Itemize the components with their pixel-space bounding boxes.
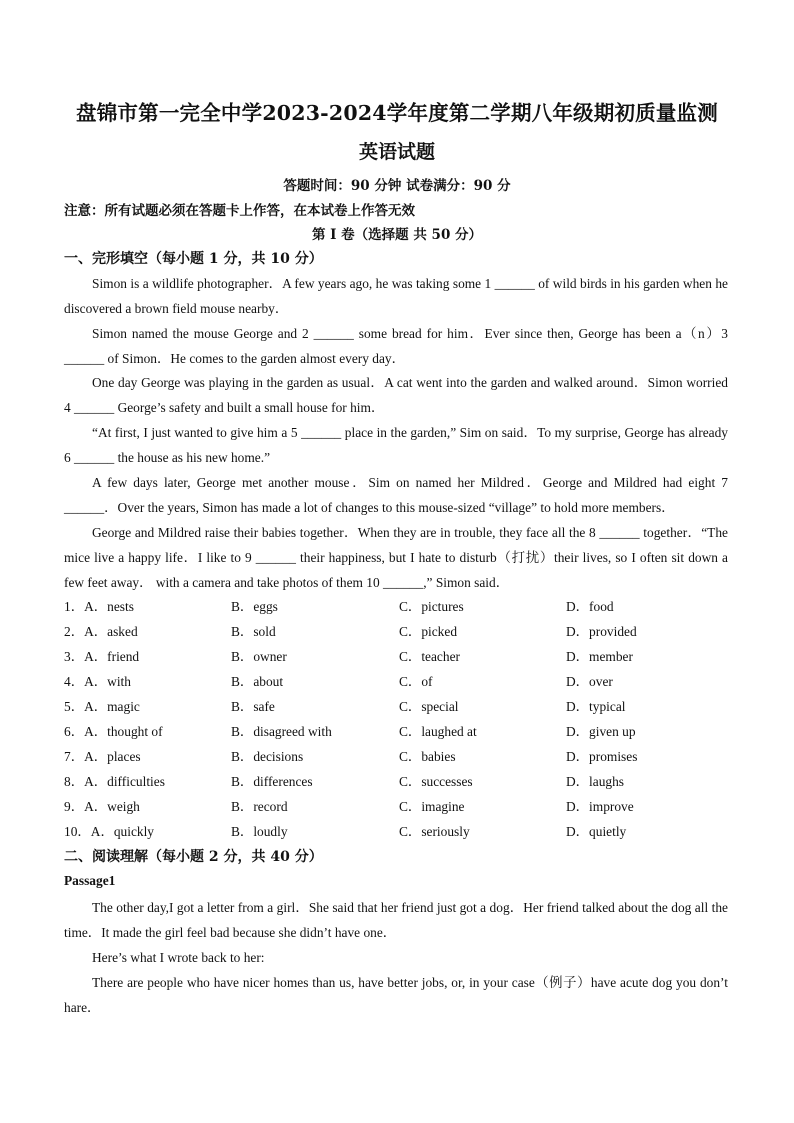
question-row <box>64 796 744 821</box>
question-row <box>64 621 744 646</box>
section-cloze-heading: 一、完形填空（每小题 1 分，共 10 分） <box>64 251 323 267</box>
question-row <box>64 821 744 846</box>
cloze-paragraph: A few days later, George met another mouse．Sim on named her Mildred．George and Mildred had eight 7 ______．Over the years, Simon has made a lot of changes to this mouse-sized “village” to hold more members． <box>64 475 728 515</box>
option-d: D．provided <box>566 624 637 639</box>
option-b: B．owner <box>231 649 287 664</box>
option-c: C．picked <box>399 624 458 639</box>
option-b: B．record <box>231 799 288 814</box>
question-row <box>64 721 744 746</box>
option-d: D．given up <box>566 724 636 739</box>
exam-subtitle: 英语试题 <box>358 141 435 163</box>
option-b: B．safe <box>231 699 275 714</box>
cloze-paragraph: “At first, I just wanted to give him a 5 ______ place in the garden,” Sim on said．To my surprise, George has already 6 ______ the house as his new home.” <box>64 425 728 465</box>
option-d: D．member <box>566 649 633 664</box>
option-a: 10．A．quickly <box>64 824 155 839</box>
option-c: C．babies <box>399 749 456 764</box>
option-c: C．imagine <box>399 799 465 814</box>
option-c: C．of <box>399 674 433 689</box>
option-b: B．loudly <box>231 824 288 839</box>
passage-label: Passage1 <box>64 873 116 888</box>
option-d: D．typical <box>566 699 626 714</box>
question-row <box>64 696 744 721</box>
option-c: C．successes <box>399 774 473 789</box>
option-b: B．sold <box>231 624 276 639</box>
question-row <box>64 596 744 621</box>
option-a: 9．A．weigh <box>64 799 140 814</box>
option-a: 5．A．magic <box>64 699 140 714</box>
option-c: C．laughed at <box>399 724 477 739</box>
option-d: D．laughs <box>566 774 625 789</box>
option-c: C．pictures <box>399 599 464 614</box>
option-d: D．food <box>566 599 614 614</box>
option-b: B．disagreed with <box>231 724 332 739</box>
option-a: 6．A．thought of <box>64 724 163 739</box>
option-c: C．seriously <box>399 824 470 839</box>
option-c: C．teacher <box>399 649 460 664</box>
option-d: D．quietly <box>566 824 627 839</box>
option-a: 7．A．places <box>64 749 141 764</box>
option-d: D．over <box>566 674 613 689</box>
question-row <box>64 746 744 771</box>
cloze-paragraph: George and Mildred raise their babies together．When they are in trouble, they face all the 8 ______ together．“The mice live a happy life．I like to 9 ______ their happiness, but I hate to disturb（打扰）their lives, so I often sit down a few feet away． with a camera and take photos of them 10 ______,” Simon said． <box>64 525 728 590</box>
option-b: B．decisions <box>231 749 304 764</box>
cloze-paragraph: Simon is a wildlife photographer．A few years ago, he was taking some 1 ______ of wild birds in his garden when he discovered a brown field mouse nearby． <box>64 276 728 316</box>
reading-paragraph: The other day,I got a letter from a girl．She said that her friend just got a dog．Her friend talked about the dog all the time．It made the girl feel bad because she didn’t have one． <box>64 900 728 940</box>
option-d: D．promises <box>566 749 638 764</box>
cloze-paragraph: One day George was playing in the garden as usual．A cat went into the garden and walked around．Simon worried 4 ______ George’s safety and built a small house for him． <box>64 375 728 415</box>
option-a: 3．A．friend <box>64 649 140 664</box>
section-reading-heading: 二、阅读理解（每小题 2 分，共 40 分） <box>64 849 323 865</box>
option-a: 4．A．with <box>64 674 131 689</box>
option-b: B．about <box>231 674 284 689</box>
reading-paragraph: There are people who have nicer homes than us, have better jobs, or, in your case（例子）have acute dog you don’t hare． <box>64 975 728 1015</box>
option-a: 1．A．nests <box>64 599 134 614</box>
option-c: C．special <box>399 699 459 714</box>
option-b: B．eggs <box>231 599 278 614</box>
reading-paragraph: Here’s what I wrote back to her: <box>92 950 265 965</box>
exam-meta: 答题时间：90 分钟 试卷满分：90 分 <box>283 178 511 194</box>
exam-title: 盘锦市第一完全中学2023-2024学年度第二学期八年级期初质量监测 <box>76 101 718 125</box>
option-b: B．differences <box>231 774 313 789</box>
question-row <box>64 646 744 671</box>
exam-notice: 注意：所有试题必须在答题卡上作答，在本试卷上作答无效 <box>64 203 415 219</box>
question-row <box>64 671 744 696</box>
cloze-paragraph: Simon named the mouse George and 2 ______ some bread for him．Ever since then, George has been a（n）3 ______ of Simon．He comes to the garden almost every day． <box>64 326 728 366</box>
option-a: 2．A．asked <box>64 624 138 639</box>
question-row <box>64 771 744 796</box>
option-a: 8．A．difficulties <box>64 774 165 789</box>
volume-heading: 第 I 卷（选择题 共 50 分） <box>311 227 483 243</box>
option-d: D．improve <box>566 799 634 814</box>
